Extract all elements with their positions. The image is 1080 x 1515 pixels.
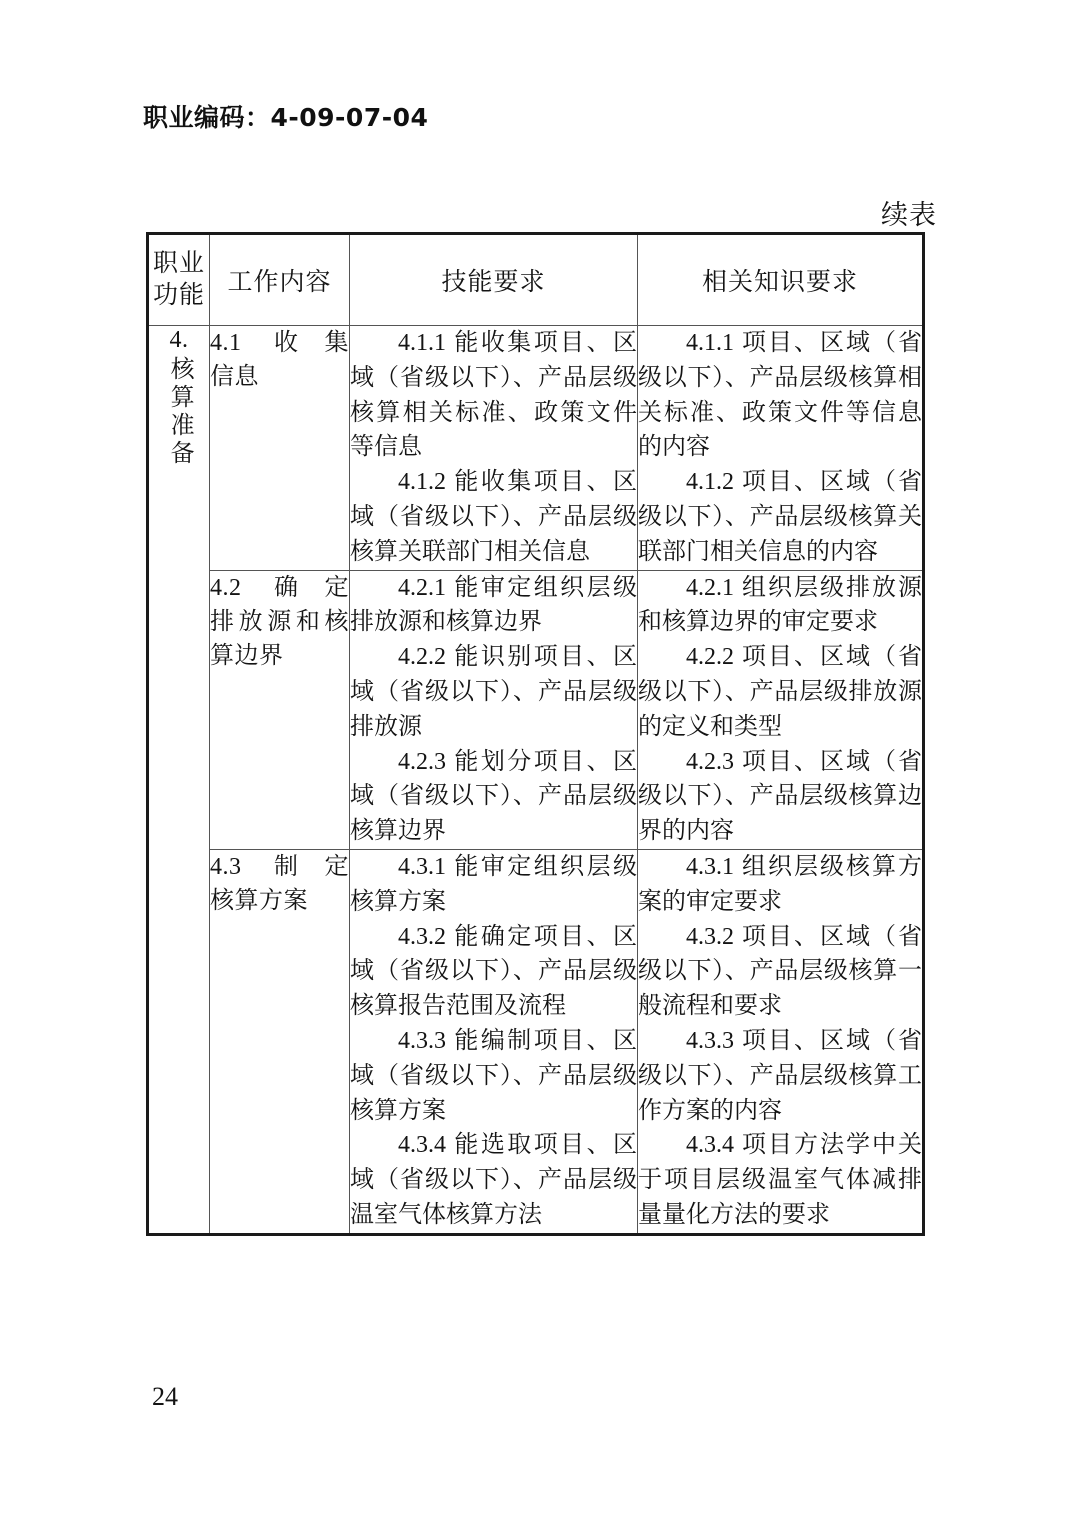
skill-item: 4.3.1 能审定组织层级核算方案 xyxy=(350,853,637,915)
knowledge-item: 4.1.1 项目、区域（省级以下）、产品层级核算相关标准、政策文件等信息的内容 xyxy=(638,330,922,461)
column-header-work-content: 工作内容 xyxy=(210,234,350,326)
running-head-occupation-code: 职业编码：4-09-07-04 xyxy=(143,103,429,132)
table-row xyxy=(148,849,924,1234)
knowledge-requirements-cell-4-2 xyxy=(638,570,924,849)
skill-requirements-cell-4-1 xyxy=(350,326,638,571)
work-content-cell-4-1 xyxy=(210,326,350,571)
work-content-line: 排放源和核 xyxy=(210,608,349,635)
table-row xyxy=(148,326,924,571)
skill-item: 4.3.3 能编制项目、区域（省级以下）、产品层级核算方案 xyxy=(350,1027,637,1124)
knowledge-item: 4.2.1 组织层级排放源和核算边界的审定要求 xyxy=(638,574,922,636)
knowledge-item: 4.1.2 项目、区域（省级以下）、产品层级核算关联部门相关信息的内容 xyxy=(638,469,922,565)
skill-item: 4.2.3 能划分项目、区域（省级以下）、产品层级核算边界 xyxy=(350,748,637,845)
column-header-skill-requirements: 技能要求 xyxy=(350,234,638,326)
knowledge-requirements-cell-4-3 xyxy=(638,849,924,1234)
occupational-standard-table-wrapper xyxy=(146,232,922,1236)
skill-requirements-cell-4-2 xyxy=(350,570,638,849)
table-header-row xyxy=(148,234,924,326)
skill-requirements-cell-4-3 xyxy=(350,849,638,1234)
work-content-line: 4.3 制定 xyxy=(210,853,349,880)
work-content-line: 信息 xyxy=(210,364,259,391)
knowledge-item: 4.2.3 项目、区域（省级以下）、产品层级核算边界的内容 xyxy=(638,748,922,845)
occupational-function-cell xyxy=(148,326,210,1235)
work-content-line: 算边界 xyxy=(210,642,284,669)
column-header-knowledge-requirements: 相关知识要求 xyxy=(638,234,924,326)
table-row xyxy=(148,570,924,849)
skill-item: 4.3.4 能选取项目、区域（省级以下）、产品层级温室气体核算方法 xyxy=(350,1132,637,1228)
work-content-line: 4.1 收集 xyxy=(210,330,349,356)
table-continued-caption: 续表 xyxy=(881,200,937,230)
work-content-cell-4-3 xyxy=(210,849,350,1234)
skill-item: 4.3.2 能确定项目、区域（省级以下）、产品层级核算报告范围及流程 xyxy=(350,923,637,1020)
occupational-function-number: 4. xyxy=(169,327,189,353)
column-header-occupational-function-line2: 功能 xyxy=(152,282,205,309)
knowledge-item: 4.3.1 组织层级核算方案的审定要求 xyxy=(638,853,922,915)
skill-item: 4.2.1 能审定组织层级排放源和核算边界 xyxy=(350,574,637,636)
knowledge-item: 4.3.4 项目方法学中关于项目层级温室气体减排量量化方法的要求 xyxy=(638,1132,922,1228)
work-content-cell-4-2 xyxy=(210,570,350,849)
knowledge-item: 4.2.2 项目、区域（省级以下）、产品层级排放源的定义和类型 xyxy=(638,644,922,740)
work-content-line: 核算方案 xyxy=(210,888,308,915)
column-header-occupational-function-line1: 职业 xyxy=(152,250,205,277)
page-number: 24 xyxy=(152,1382,178,1411)
column-header-occupational-function xyxy=(148,234,210,326)
skill-item: 4.1.2 能收集项目、区域（省级以下）、产品层级核算关联部门相关信息 xyxy=(350,469,637,565)
skill-item: 4.2.2 能识别项目、区域（省级以下）、产品层级排放源 xyxy=(350,644,637,740)
knowledge-item: 4.3.3 项目、区域（省级以下）、产品层级核算工作方案的内容 xyxy=(638,1027,922,1124)
occupational-standard-table xyxy=(146,232,925,1236)
work-content-line: 4.2 确定 xyxy=(210,574,349,601)
occupational-function-label: 核算准备 xyxy=(166,356,193,469)
skill-item: 4.1.1 能收集项目、区域（省级以下）、产品层级核算相关标准、政策文件等信息 xyxy=(350,330,637,461)
knowledge-requirements-cell-4-1 xyxy=(638,326,924,571)
knowledge-item: 4.3.2 项目、区域（省级以下）、产品层级核算一般流程和要求 xyxy=(638,923,922,1020)
